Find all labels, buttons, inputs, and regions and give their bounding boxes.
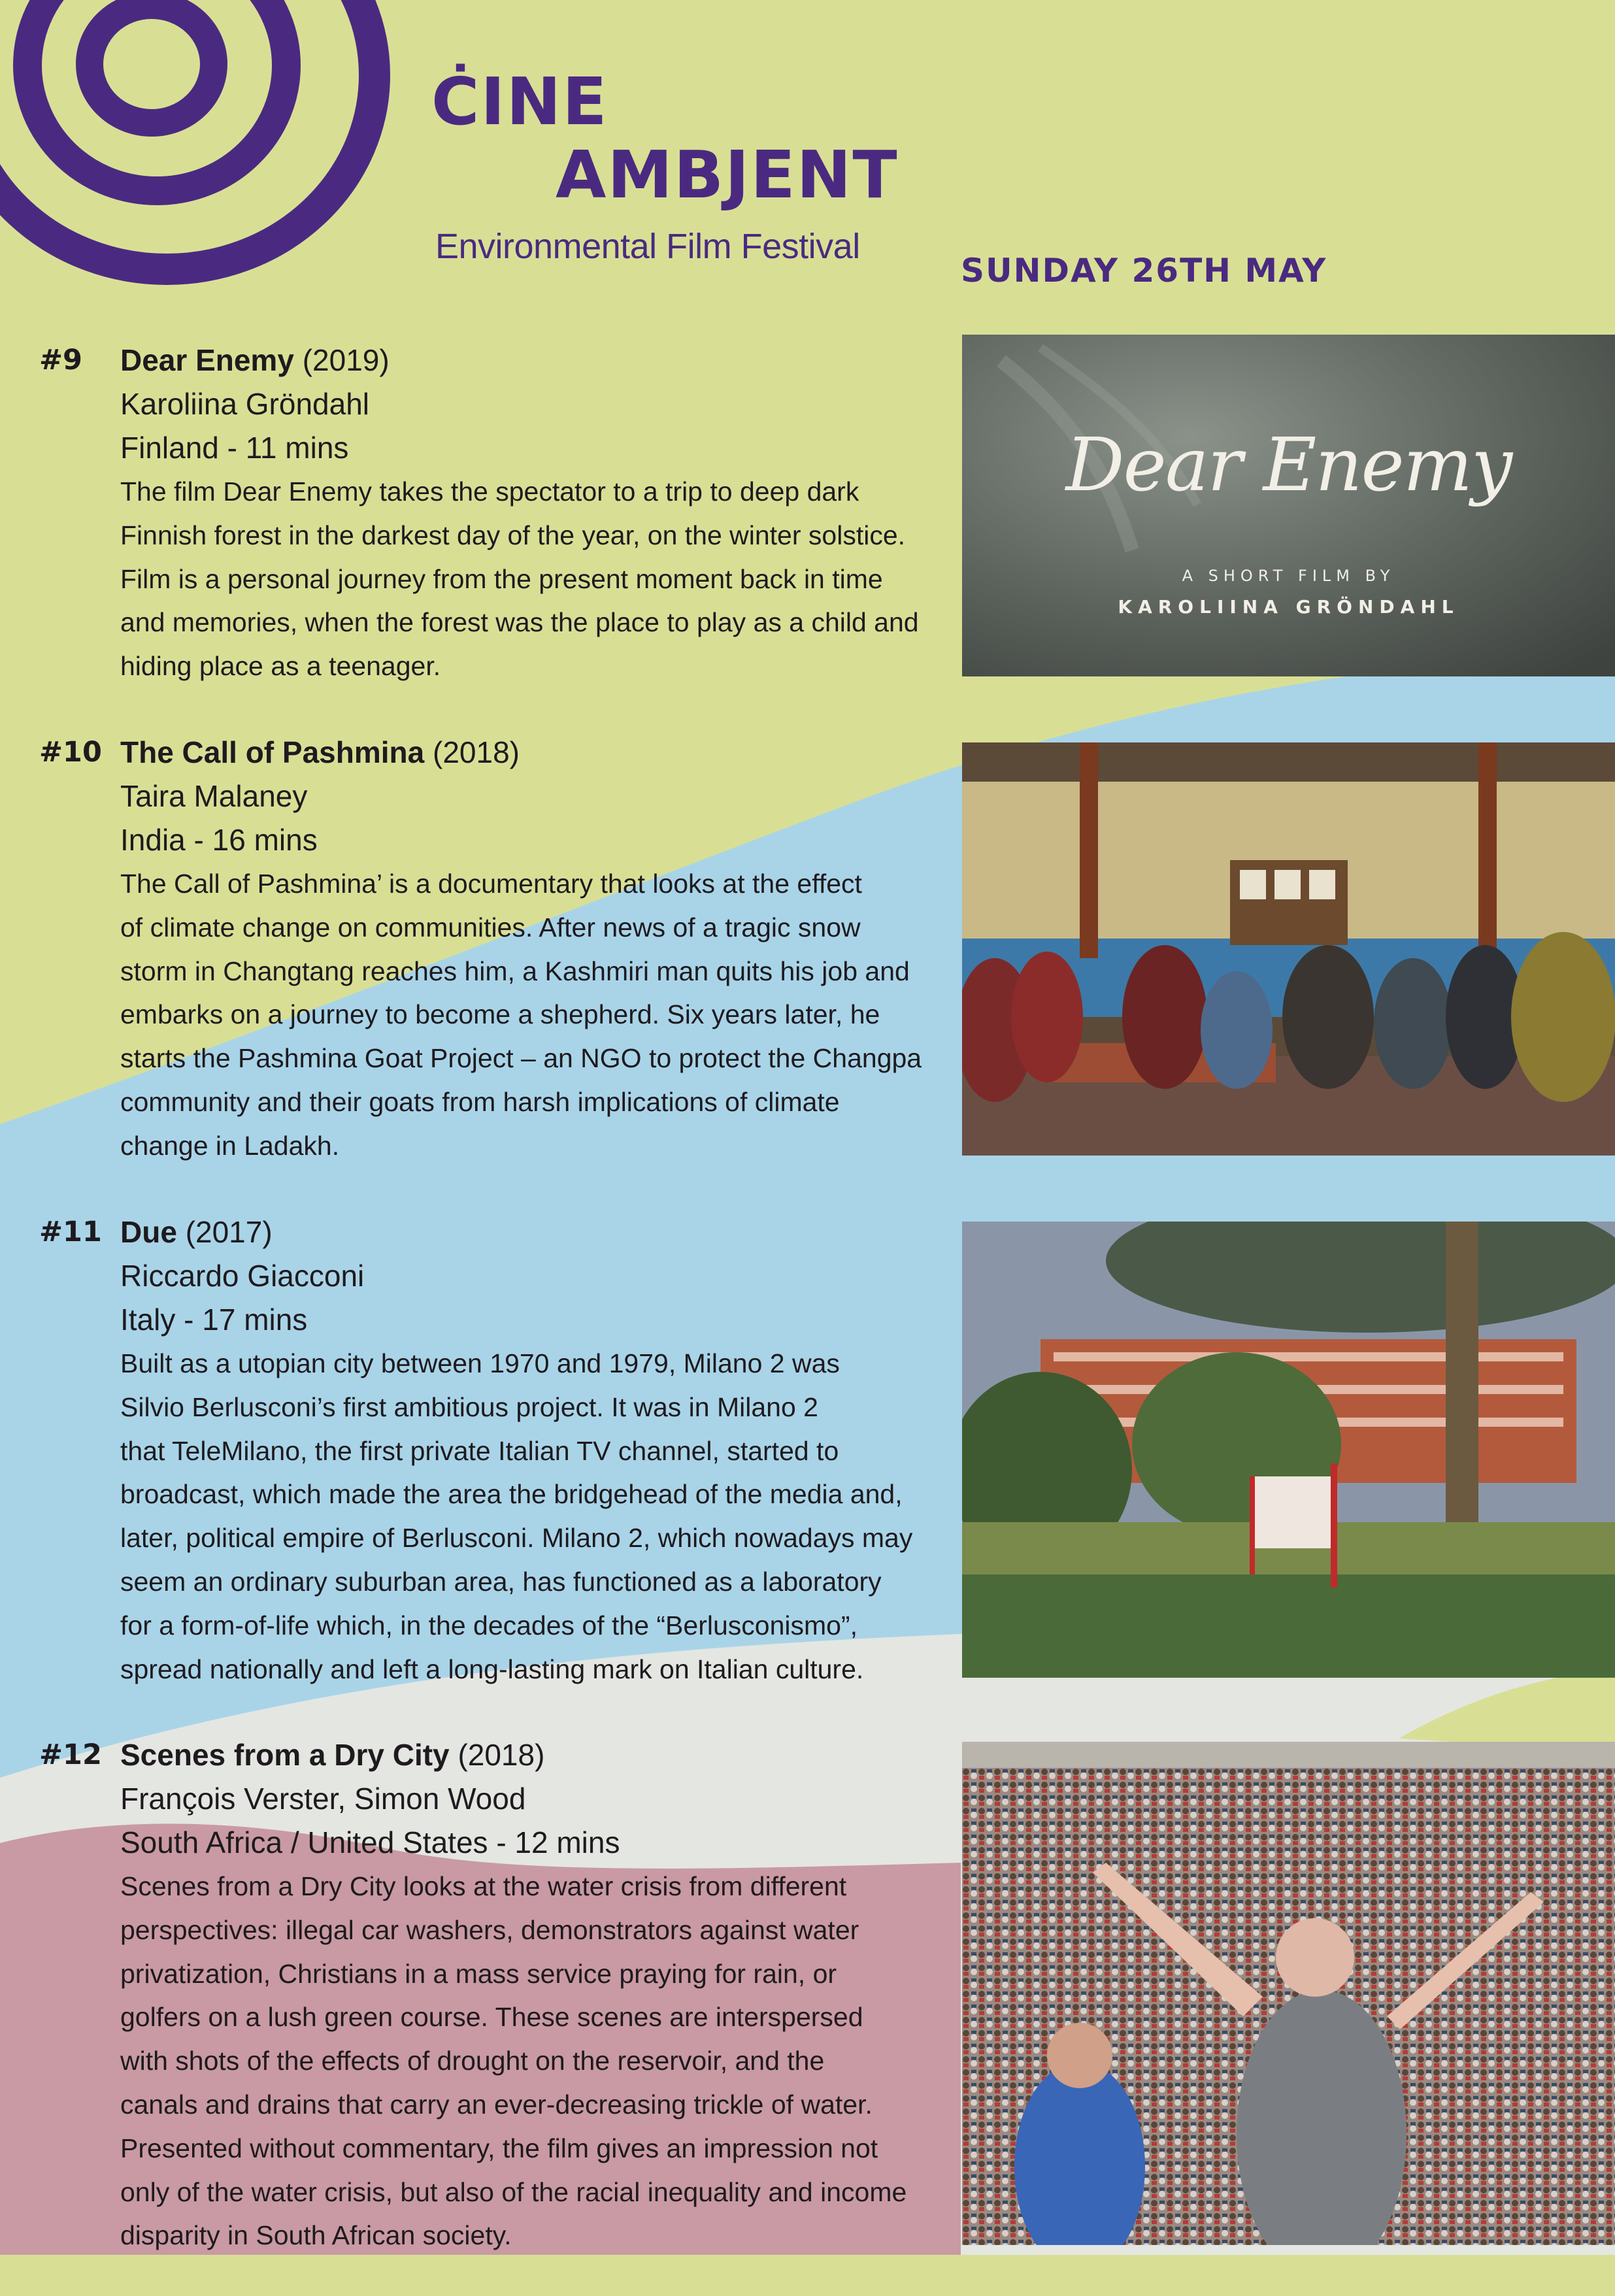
brand-name-line-2: AMBJENT [556,137,899,213]
festival-brand [431,65,899,267]
film-country-duration: India - 16 mins [120,823,318,857]
film-title-line [120,339,950,382]
film-still-dear-enemy [962,335,1615,676]
film-still-scenes-from-a-dry-city [962,1742,1615,2245]
film-year: (2018) [433,735,520,769]
film-director: François Verster, Simon Wood [120,1782,526,1816]
film-still-due [962,1222,1615,1678]
film-description: Scenes from a Dry City looks at the water crisis from different perspectives: illegal car washers, demonstrators against water privatization, Christians in a mass service praying for rain, or golfers on a lush green course. These scenes are interspersed with shots of the effects of drought on the reservoir, and the canals and drains that carry an ever-decreasing trickle of water. Presented without commentary, the film gives an impression not only of the water crisis, but also of the racial inequality and income disparity in South African society. [120,1871,907,2251]
film-title-line [120,731,950,774]
film-director: Karoliina Gröndahl [120,387,370,421]
film-country-duration: South Africa / United States - 12 mins [120,1825,620,1859]
film-title: Dear Enemy [120,343,294,377]
spiral-ring-icon [0,0,399,288]
event-date: SUNDAY 26TH MAY [961,252,1327,290]
film-title: Scenes from a Dry City [120,1738,450,1772]
film-description: The Call of Pashmina’ is a documentary that looks at the effect of climate change on communities. After news of a tragic snow storm in Changtang reaches him, a Kashmiri man quits his job and embarks on a journey to become a shepherd. Six years later, he starts the Pashmina Goat Project – an NGO to protect the Changpa community and their goats from harsh implications of climate change in Ladakh. [120,869,922,1161]
film-number: #9 [39,344,82,376]
film-year: (2017) [185,1215,273,1249]
film-details [120,1210,950,1691]
still-title: Dear Enemy [1065,423,1512,508]
film-director: Taira Malaney [120,779,308,813]
film-title: Due [120,1215,177,1249]
film-number: #12 [39,1739,102,1771]
film-title: The Call of Pashmina [120,735,425,769]
film-country-duration: Finland - 11 mins [120,431,349,465]
festival-subtitle: Environmental Film Festival [435,227,860,266]
film-number: #11 [39,1216,102,1248]
film-description: The film Dear Enemy takes the spectator to a trip to deep dark Finnish forest in the darkest day of the year, on the winter solstice. Film is a personal journey from the present moment back in time and memories, when the forest was the place to play as a child and hiding place as a teenager. [120,476,919,682]
still-director: KAROLIINA GRÖNDAHL [1118,596,1459,618]
film-year: (2019) [302,343,390,377]
still-byline: A SHORT FILM BY [1182,567,1395,585]
brand-name-line-1: ĊINE [431,63,608,140]
film-still-call-of-pashmina [962,742,1615,1156]
film-year: (2018) [458,1738,545,1772]
film-country-duration: Italy - 17 mins [120,1303,308,1337]
film-details [120,1733,950,2257]
film-description: Built as a utopian city between 1970 and 1979, Milano 2 was Silvio Berlusconi’s first ambitious project. It was in Milano 2 that TeleMilano, the first private Italian TV channel, started to broadcast, which made the area the bridgehead of the media and, later, political empire of Berlusconi. Milano 2, which nowadays may seem an ordinary suburban area, has functioned as a laboratory for a form-of-life which, in the decades of the “Berlusconismo”, spread nationally and left a long-lasting mark on Italian culture. [120,1348,913,1684]
film-title-line [120,1210,950,1254]
film-details [120,339,950,688]
film-details [120,731,950,1168]
film-title-line [120,1733,950,1777]
film-director: Riccardo Giacconi [120,1259,365,1293]
film-number: #10 [39,736,102,769]
